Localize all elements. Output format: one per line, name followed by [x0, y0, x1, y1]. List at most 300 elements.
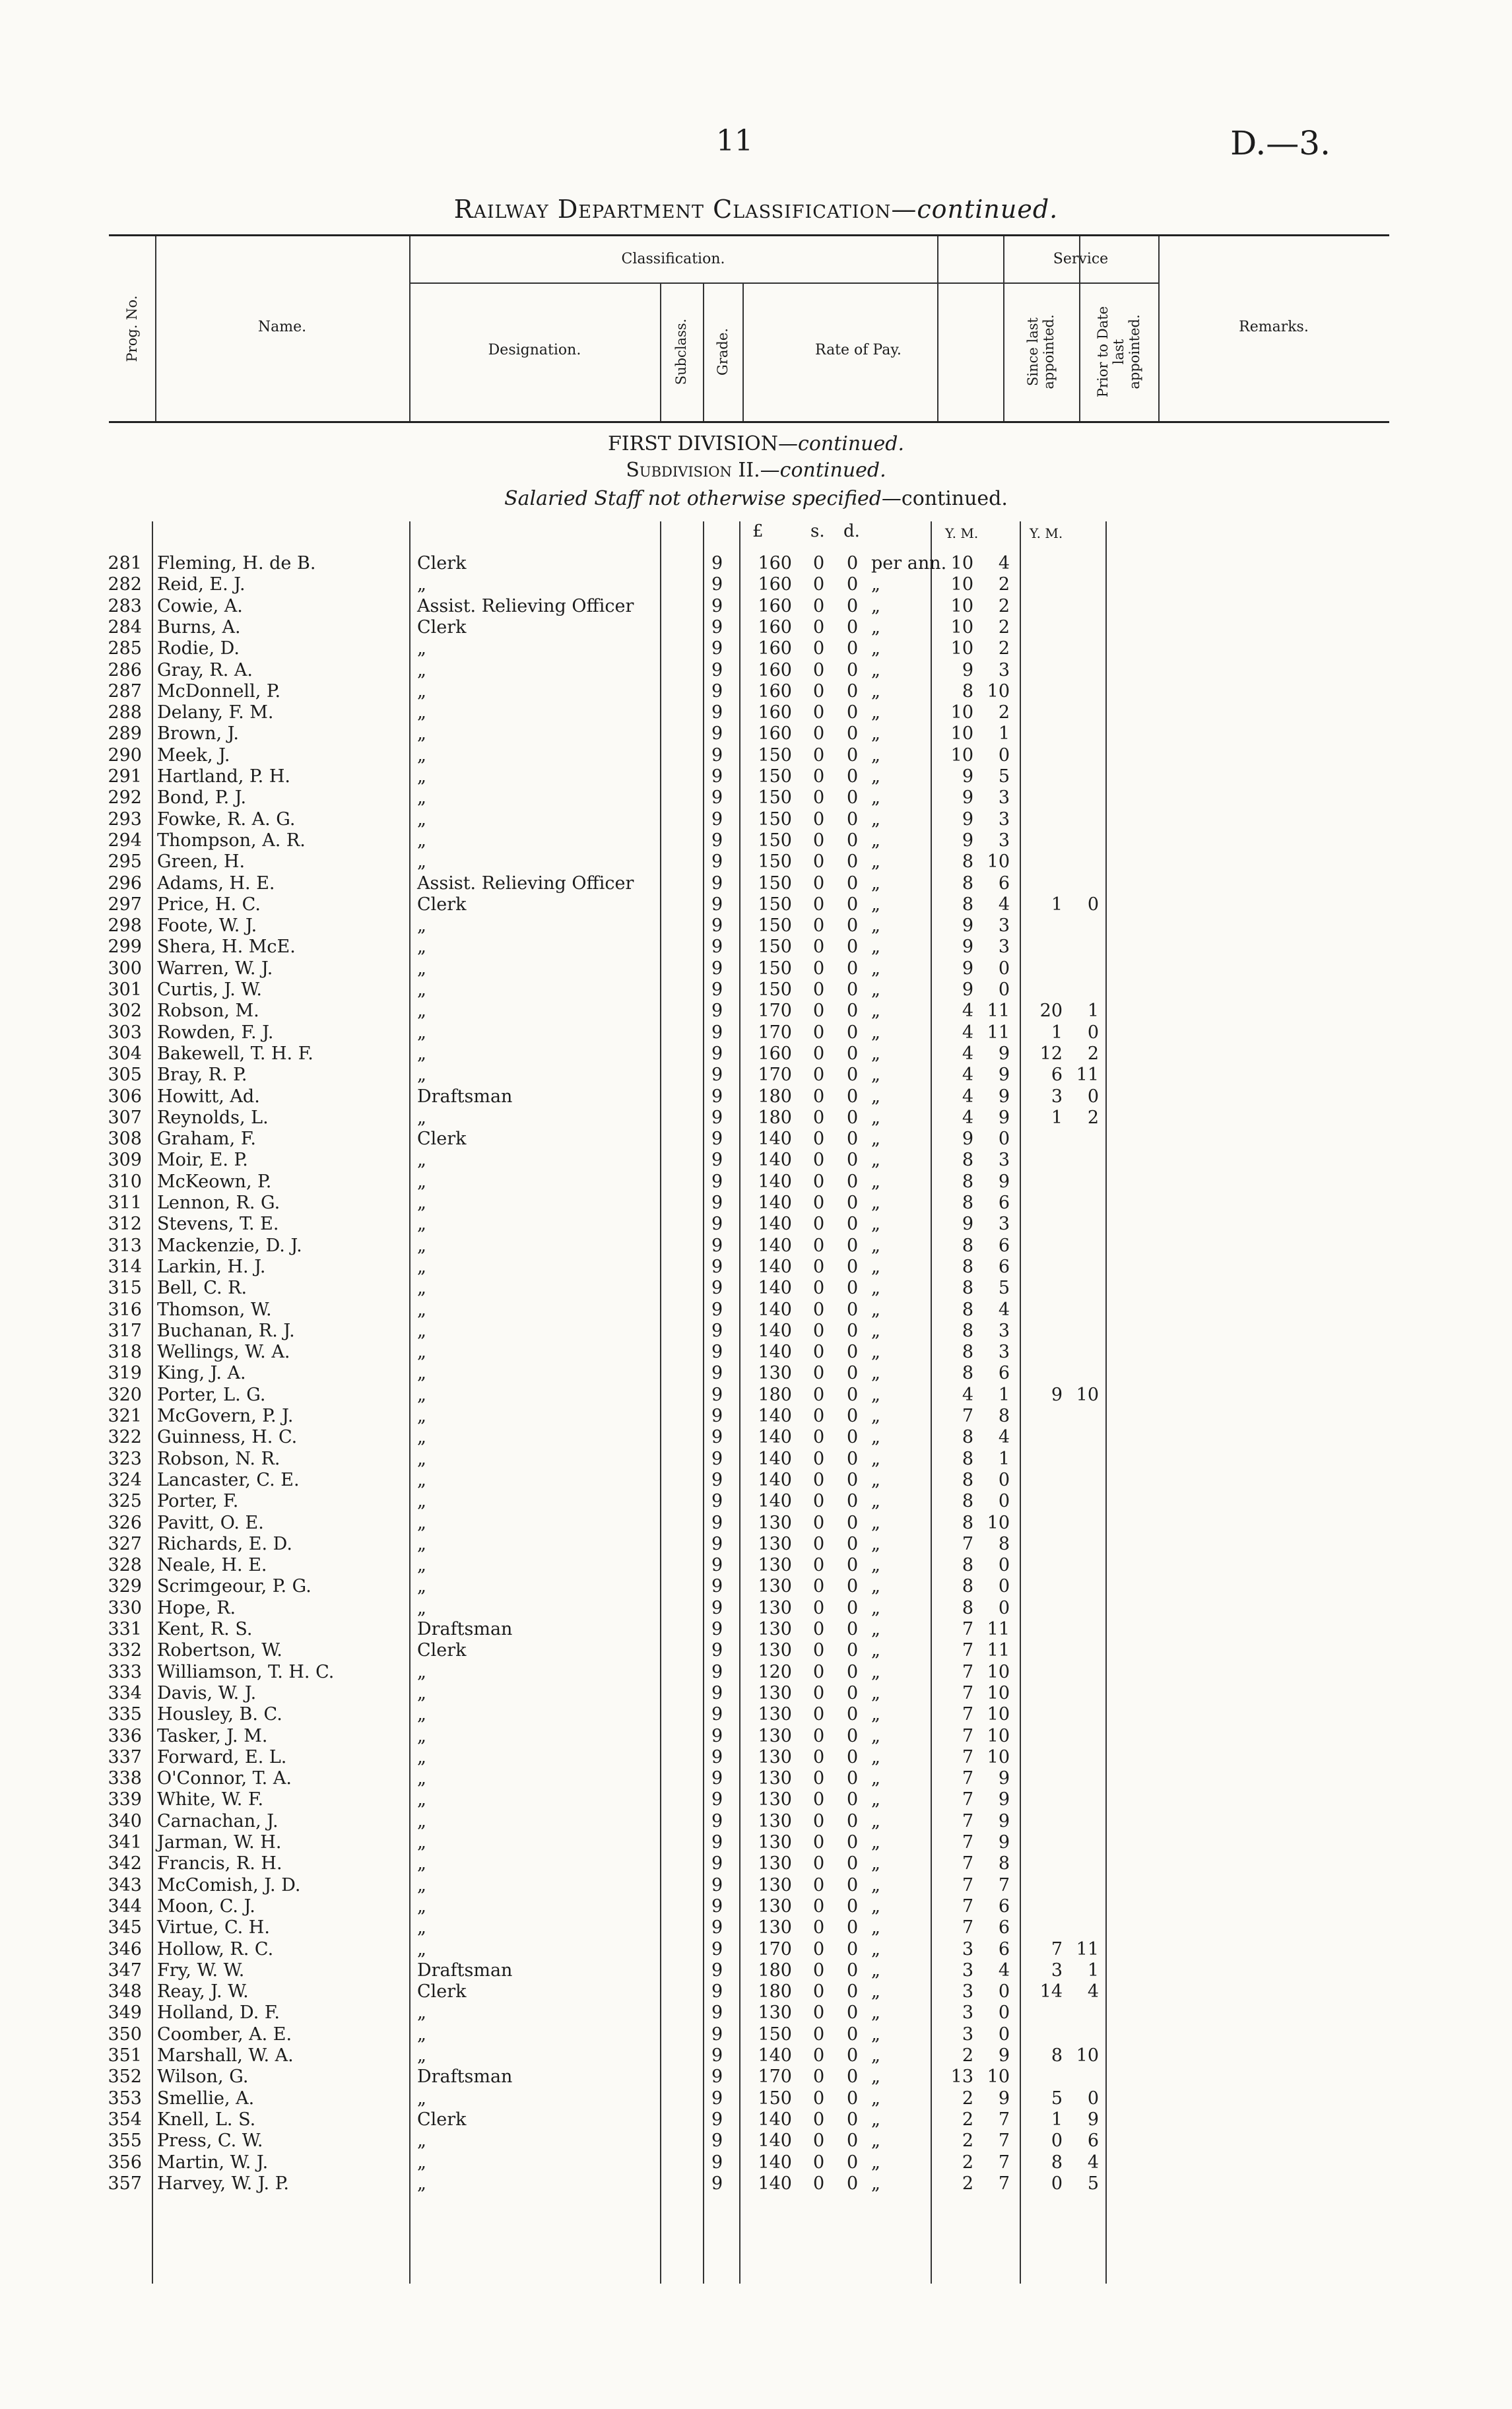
rate-shillings: 0	[813, 873, 825, 894]
designation: „	[417, 2002, 426, 2024]
grade: 9	[711, 744, 723, 766]
grade: 9	[711, 787, 723, 808]
prog-no: 346	[108, 1938, 142, 1960]
designation: Clerk	[417, 2109, 467, 2130]
rate-period: „	[871, 1193, 880, 1213]
designation: „	[417, 851, 426, 873]
since-years: 9	[962, 937, 973, 958]
rate-shillings: 0	[813, 1022, 825, 1043]
rate-period: „	[871, 1789, 880, 1810]
since-months: 0	[998, 2024, 1010, 2045]
rate-pence: 0	[847, 723, 859, 744]
rate-period: „	[871, 1917, 880, 1938]
header-designation: Designation.	[488, 342, 581, 358]
rate-pounds: 130	[758, 1853, 792, 1874]
since-years: 8	[962, 1469, 973, 1490]
rate-period: „	[871, 1278, 880, 1299]
rate-period: „	[871, 766, 880, 787]
rate-shillings: 0	[813, 1256, 825, 1277]
since-months: 10	[987, 1661, 1010, 1682]
since-years: 2	[962, 2109, 973, 2130]
rate-shillings: 0	[813, 1597, 825, 1618]
rate-pounds: 150	[758, 2088, 792, 2109]
prior-years: 9	[1051, 1384, 1063, 1405]
rate-shillings: 0	[813, 2152, 825, 2173]
rate-pounds: 160	[758, 680, 792, 702]
grade: 9	[711, 659, 723, 680]
designation: „	[417, 1342, 426, 1363]
rate-period: „	[871, 574, 880, 595]
since-months: 3	[998, 937, 1010, 958]
rate-period: „	[871, 830, 880, 851]
rate-pounds: 140	[758, 1214, 792, 1235]
page-title	[0, 195, 1512, 224]
rate-pounds: 140	[758, 1171, 792, 1192]
rate-period: „	[871, 1001, 880, 1022]
rate-shillings: 0	[813, 1533, 825, 1554]
subdivision-main: Subdivision II.—	[626, 459, 780, 482]
employee-name: Lennon, R. G.	[157, 1193, 280, 1213]
rate-pounds: 130	[758, 1746, 792, 1767]
grade: 9	[711, 1746, 723, 1767]
designation: „	[417, 1299, 426, 1320]
grade: 9	[711, 1384, 723, 1405]
grade: 9	[711, 1129, 723, 1150]
designation: „	[417, 1448, 426, 1469]
grade: 9	[711, 1278, 723, 1299]
rate-period: „	[871, 1384, 880, 1405]
rate-period: „	[871, 1853, 880, 1874]
grade: 9	[711, 2002, 723, 2024]
prog-no: 318	[108, 1342, 142, 1363]
prior-months: 0	[1087, 894, 1099, 915]
rate-pence: 0	[847, 1278, 859, 1299]
rate-pence: 0	[847, 1491, 859, 1512]
rate-shillings: 0	[813, 1406, 825, 1426]
grade: 9	[711, 1342, 723, 1363]
since-months: 8	[998, 1853, 1010, 1874]
rate-period: „	[871, 1768, 880, 1789]
employee-name: Kent, R. S.	[157, 1619, 253, 1639]
grade: 9	[711, 1960, 723, 1981]
rate-pence: 0	[847, 1320, 859, 1341]
prog-no: 357	[108, 2173, 142, 2194]
rate-pence: 0	[847, 937, 859, 958]
prog-no: 343	[108, 1874, 142, 1896]
rate-shillings: 0	[813, 1512, 825, 1533]
rate-pence: 0	[847, 744, 859, 766]
rate-period: „	[871, 1704, 880, 1725]
rate-period: „	[871, 1960, 880, 1981]
since-months: 3	[998, 1320, 1010, 1341]
unit-pence: d.	[843, 521, 860, 541]
grade: 9	[711, 1896, 723, 1917]
rate-pounds: 140	[758, 1299, 792, 1320]
rate-period: „	[871, 958, 880, 979]
since-months: 9	[998, 1043, 1010, 1064]
designation: „	[417, 830, 426, 851]
rate-period: „	[871, 1406, 880, 1426]
designation: „	[417, 744, 426, 766]
employee-name: Press, C. W.	[157, 2130, 263, 2152]
prog-no: 281	[108, 553, 142, 574]
designation: „	[417, 766, 426, 787]
rate-pounds: 130	[758, 1768, 792, 1789]
since-months: 11	[987, 1640, 1010, 1661]
rate-shillings: 0	[813, 1043, 825, 1064]
since-years: 10	[950, 595, 973, 616]
rate-pence: 0	[847, 1171, 859, 1192]
designation: „	[417, 1789, 426, 1810]
prior-years: 7	[1051, 1938, 1063, 1960]
rate-shillings: 0	[813, 1555, 825, 1576]
rate-period: „	[871, 1874, 880, 1896]
rate-shillings: 0	[813, 744, 825, 766]
rate-pounds: 130	[758, 1597, 792, 1618]
rate-pence: 0	[847, 1832, 859, 1853]
grade: 9	[711, 1065, 723, 1086]
since-months: 0	[998, 1576, 1010, 1597]
rate-pounds: 170	[758, 1001, 792, 1022]
prog-no: 292	[108, 787, 142, 808]
rate-shillings: 0	[813, 1682, 825, 1703]
prog-no: 307	[108, 1107, 142, 1128]
rate-pounds: 170	[758, 1065, 792, 1086]
since-months: 10	[987, 680, 1010, 702]
rate-pence: 0	[847, 1768, 859, 1789]
employee-name: Francis, R. H.	[157, 1853, 282, 1874]
rate-pounds: 140	[758, 1256, 792, 1277]
header-grade: Grade.	[715, 328, 731, 376]
rate-shillings: 0	[813, 958, 825, 979]
grade: 9	[711, 1150, 723, 1171]
rate-pounds: 160	[758, 723, 792, 744]
since-years: 10	[950, 702, 973, 723]
rate-shillings: 0	[813, 553, 825, 574]
staff-title-a: Salaried Staff	[504, 487, 642, 510]
rate-pence: 0	[847, 1704, 859, 1725]
rate-period: „	[871, 659, 880, 680]
prior-months: 1	[1087, 1960, 1099, 1981]
rate-period: „	[871, 2173, 880, 2194]
rate-period: „	[871, 787, 880, 808]
rate-shillings: 0	[813, 723, 825, 744]
since-months: 10	[987, 851, 1010, 873]
designation: „	[417, 1576, 426, 1597]
prior-months: 9	[1087, 2109, 1099, 2130]
designation: „	[417, 1704, 426, 1725]
designation: „	[417, 1746, 426, 1767]
grade: 9	[711, 553, 723, 574]
rate-pounds: 170	[758, 1022, 792, 1043]
since-years: 4	[962, 1107, 973, 1128]
unit-ym-prior: Y. M.	[1030, 525, 1063, 541]
since-years: 8	[962, 1278, 973, 1299]
designation: „	[417, 1193, 426, 1213]
designation: „	[417, 1384, 426, 1405]
rate-pence: 0	[847, 2173, 859, 2194]
since-years: 7	[962, 1896, 973, 1917]
since-years: 7	[962, 1725, 973, 1746]
since-months: 6	[998, 1938, 1010, 1960]
rate-pence: 0	[847, 1533, 859, 1554]
employee-name: Green, H.	[157, 851, 246, 873]
grade: 9	[711, 638, 723, 659]
rate-pence: 0	[847, 595, 859, 616]
prog-no: 309	[108, 1150, 142, 1171]
header-prog-no: Prog. No.	[124, 295, 140, 362]
since-months: 4	[998, 1960, 1010, 1981]
header-subclass: Subclass.	[673, 318, 689, 385]
since-months: 10	[987, 1682, 1010, 1703]
prog-no: 305	[108, 1065, 142, 1086]
prog-no: 303	[108, 1022, 142, 1043]
rate-shillings: 0	[813, 2088, 825, 2109]
header-since-last: Since last appointed.	[1025, 314, 1057, 389]
rate-period: „	[871, 1214, 880, 1235]
since-years: 4	[962, 1086, 973, 1107]
employee-name: Lancaster, C. E.	[157, 1469, 300, 1490]
rate-period: „	[871, 873, 880, 894]
prog-no: 330	[108, 1597, 142, 1618]
since-years: 8	[962, 1299, 973, 1320]
grade: 9	[711, 1363, 723, 1384]
employee-name: Hope, R.	[157, 1597, 236, 1618]
since-months: 5	[998, 766, 1010, 787]
rate-shillings: 0	[813, 1363, 825, 1384]
prior-years: 8	[1051, 2045, 1063, 2066]
rate-shillings: 0	[813, 1960, 825, 1981]
grade: 9	[711, 873, 723, 894]
unit-pound: £	[752, 521, 764, 541]
employee-name: Delany, F. M.	[157, 702, 274, 723]
designation: „	[417, 915, 426, 937]
grade: 9	[711, 937, 723, 958]
since-months: 9	[998, 2088, 1010, 2109]
rate-pounds: 130	[758, 1832, 792, 1853]
rate-pence: 0	[847, 894, 859, 915]
grade: 9	[711, 1725, 723, 1746]
employee-name: McDonnell, P.	[157, 680, 281, 702]
prog-no: 326	[108, 1512, 142, 1533]
rate-shillings: 0	[813, 1789, 825, 1810]
designation: „	[417, 574, 426, 595]
designation: Draftsman	[417, 1619, 513, 1639]
prog-no: 289	[108, 723, 142, 744]
prog-no: 320	[108, 1384, 142, 1405]
since-years: 7	[962, 1917, 973, 1938]
employee-name: Housley, B. C.	[157, 1704, 282, 1725]
grade: 9	[711, 1001, 723, 1022]
header-service: Service	[1053, 251, 1109, 267]
rate-shillings: 0	[813, 1214, 825, 1235]
prog-no: 353	[108, 2088, 142, 2109]
rate-shillings: 0	[813, 1469, 825, 1490]
since-months: 4	[998, 894, 1010, 915]
employee-name: Rodie, D.	[157, 638, 240, 659]
rate-shillings: 0	[813, 1129, 825, 1150]
grade: 9	[711, 2045, 723, 2066]
rate-pence: 0	[847, 1299, 859, 1320]
prog-no: 288	[108, 702, 142, 723]
table-header	[109, 234, 1389, 423]
prior-months: 1	[1087, 1001, 1099, 1022]
since-years: 9	[962, 830, 973, 851]
rate-pounds: 140	[758, 2045, 792, 2066]
employee-name: Buchanan, R. J.	[157, 1320, 295, 1341]
since-years: 9	[962, 1129, 973, 1150]
rate-pence: 0	[847, 2088, 859, 2109]
prog-no: 294	[108, 830, 142, 851]
prog-no: 304	[108, 1043, 142, 1064]
employee-name: Larkin, H. J.	[157, 1256, 266, 1277]
employee-name: Mackenzie, D. J.	[157, 1235, 302, 1256]
since-years: 9	[962, 808, 973, 830]
rate-shillings: 0	[813, 808, 825, 830]
since-months: 0	[998, 1981, 1010, 2002]
grade: 9	[711, 1299, 723, 1320]
rate-period: „	[871, 2024, 880, 2045]
rate-pounds: 150	[758, 851, 792, 873]
rate-period: „	[871, 638, 880, 659]
since-years: 8	[962, 1597, 973, 1618]
prog-no: 355	[108, 2130, 142, 2152]
rate-period: „	[871, 616, 880, 638]
since-years: 7	[962, 1406, 973, 1426]
rate-period: „	[871, 2045, 880, 2066]
prior-years: 3	[1051, 1086, 1063, 1107]
since-months: 9	[998, 1810, 1010, 1832]
since-years: 7	[962, 1704, 973, 1725]
prog-no: 341	[108, 1832, 142, 1853]
rate-pounds: 150	[758, 894, 792, 915]
prog-no: 310	[108, 1171, 142, 1192]
rate-shillings: 0	[813, 1725, 825, 1746]
rate-shillings: 0	[813, 1320, 825, 1341]
since-months: 5	[998, 1278, 1010, 1299]
since-months: 10	[987, 1746, 1010, 1767]
rate-period: „	[871, 1342, 880, 1363]
designation: „	[417, 1832, 426, 1853]
grade: 9	[711, 2173, 723, 2194]
rate-pounds: 130	[758, 1576, 792, 1597]
grade: 9	[711, 1555, 723, 1576]
rate-period: „	[871, 1065, 880, 1086]
rate-pence: 0	[847, 1960, 859, 1981]
employee-name: Price, H. C.	[157, 894, 261, 915]
rate-shillings: 0	[813, 1491, 825, 1512]
grade: 9	[711, 723, 723, 744]
prog-no: 286	[108, 659, 142, 680]
since-years: 8	[962, 1320, 973, 1341]
employee-name: Smellie, A.	[157, 2088, 255, 2109]
prog-no: 316	[108, 1299, 142, 1320]
rate-shillings: 0	[813, 894, 825, 915]
rate-pence: 0	[847, 1043, 859, 1064]
grade: 9	[711, 1043, 723, 1064]
employee-name: Williamson, T. H. C.	[157, 1661, 335, 1682]
since-years: 8	[962, 1150, 973, 1171]
prior-months: 4	[1087, 2152, 1099, 2173]
employee-name: Fleming, H. de B.	[157, 553, 316, 574]
rate-shillings: 0	[813, 2024, 825, 2045]
rate-period: „	[871, 1448, 880, 1469]
grade: 9	[711, 1704, 723, 1725]
employee-name: Curtis, J. W.	[157, 979, 262, 1000]
rate-shillings: 0	[813, 680, 825, 702]
designation: „	[417, 659, 426, 680]
rate-pence: 0	[847, 1576, 859, 1597]
rate-pence: 0	[847, 1810, 859, 1832]
rate-pence: 0	[847, 1235, 859, 1256]
rate-pounds: 140	[758, 2152, 792, 2173]
designation: „	[417, 1150, 426, 1171]
rate-pence: 0	[847, 1129, 859, 1150]
rate-pence: 0	[847, 1022, 859, 1043]
grade: 9	[711, 1810, 723, 1832]
grade: 9	[711, 1320, 723, 1341]
designation: „	[417, 1768, 426, 1789]
since-months: 1	[998, 1448, 1010, 1469]
rate-pence: 0	[847, 2130, 859, 2152]
since-years: 2	[962, 2088, 973, 2109]
since-months: 4	[998, 1299, 1010, 1320]
employee-name: Brown, J.	[157, 723, 239, 744]
prior-years: 0	[1051, 2173, 1063, 2194]
grade: 9	[711, 1022, 723, 1043]
employee-name: Reynolds, L.	[157, 1107, 269, 1128]
rate-shillings: 0	[813, 2109, 825, 2130]
rate-pounds: 140	[758, 1427, 792, 1448]
rate-period: „	[871, 1469, 880, 1490]
employee-name: Bray, R. P.	[157, 1065, 247, 1086]
rate-pence: 0	[847, 958, 859, 979]
prior-months: 11	[1076, 1938, 1099, 1960]
rate-pence: 0	[847, 1384, 859, 1405]
prior-years: 14	[1039, 1981, 1063, 2002]
designation: „	[417, 1533, 426, 1554]
rate-period: „	[871, 1107, 880, 1128]
rate-shillings: 0	[813, 2173, 825, 2194]
since-months: 9	[998, 1086, 1010, 1107]
prog-no: 349	[108, 2002, 142, 2024]
rate-pence: 0	[847, 1150, 859, 1171]
employee-name: Harvey, W. J. P.	[157, 2173, 289, 2194]
rate-period: „	[871, 1512, 880, 1533]
grade: 9	[711, 1214, 723, 1235]
rate-shillings: 0	[813, 1981, 825, 2002]
since-months: 0	[998, 958, 1010, 979]
since-years: 8	[962, 1235, 973, 1256]
employee-name: Martin, W. J.	[157, 2152, 269, 2173]
prog-no: 298	[108, 915, 142, 937]
rate-pence: 0	[847, 1597, 859, 1618]
rate-pence: 0	[847, 2002, 859, 2024]
employee-name: Virtue, C. H.	[157, 1917, 270, 1938]
since-years: 2	[962, 2152, 973, 2173]
prog-no: 332	[108, 1640, 142, 1661]
rate-period: „	[871, 1597, 880, 1618]
prior-years: 6	[1051, 1065, 1063, 1086]
designation: „	[417, 2088, 426, 2109]
employee-name: White, W. F.	[157, 1789, 264, 1810]
prior-months: 5	[1087, 2173, 1099, 2194]
rate-pounds: 170	[758, 1938, 792, 1960]
since-years: 8	[962, 1512, 973, 1533]
rate-shillings: 0	[813, 1086, 825, 1107]
employee-name: Bakewell, T. H. F.	[157, 1043, 313, 1064]
designation: Clerk	[417, 553, 467, 574]
